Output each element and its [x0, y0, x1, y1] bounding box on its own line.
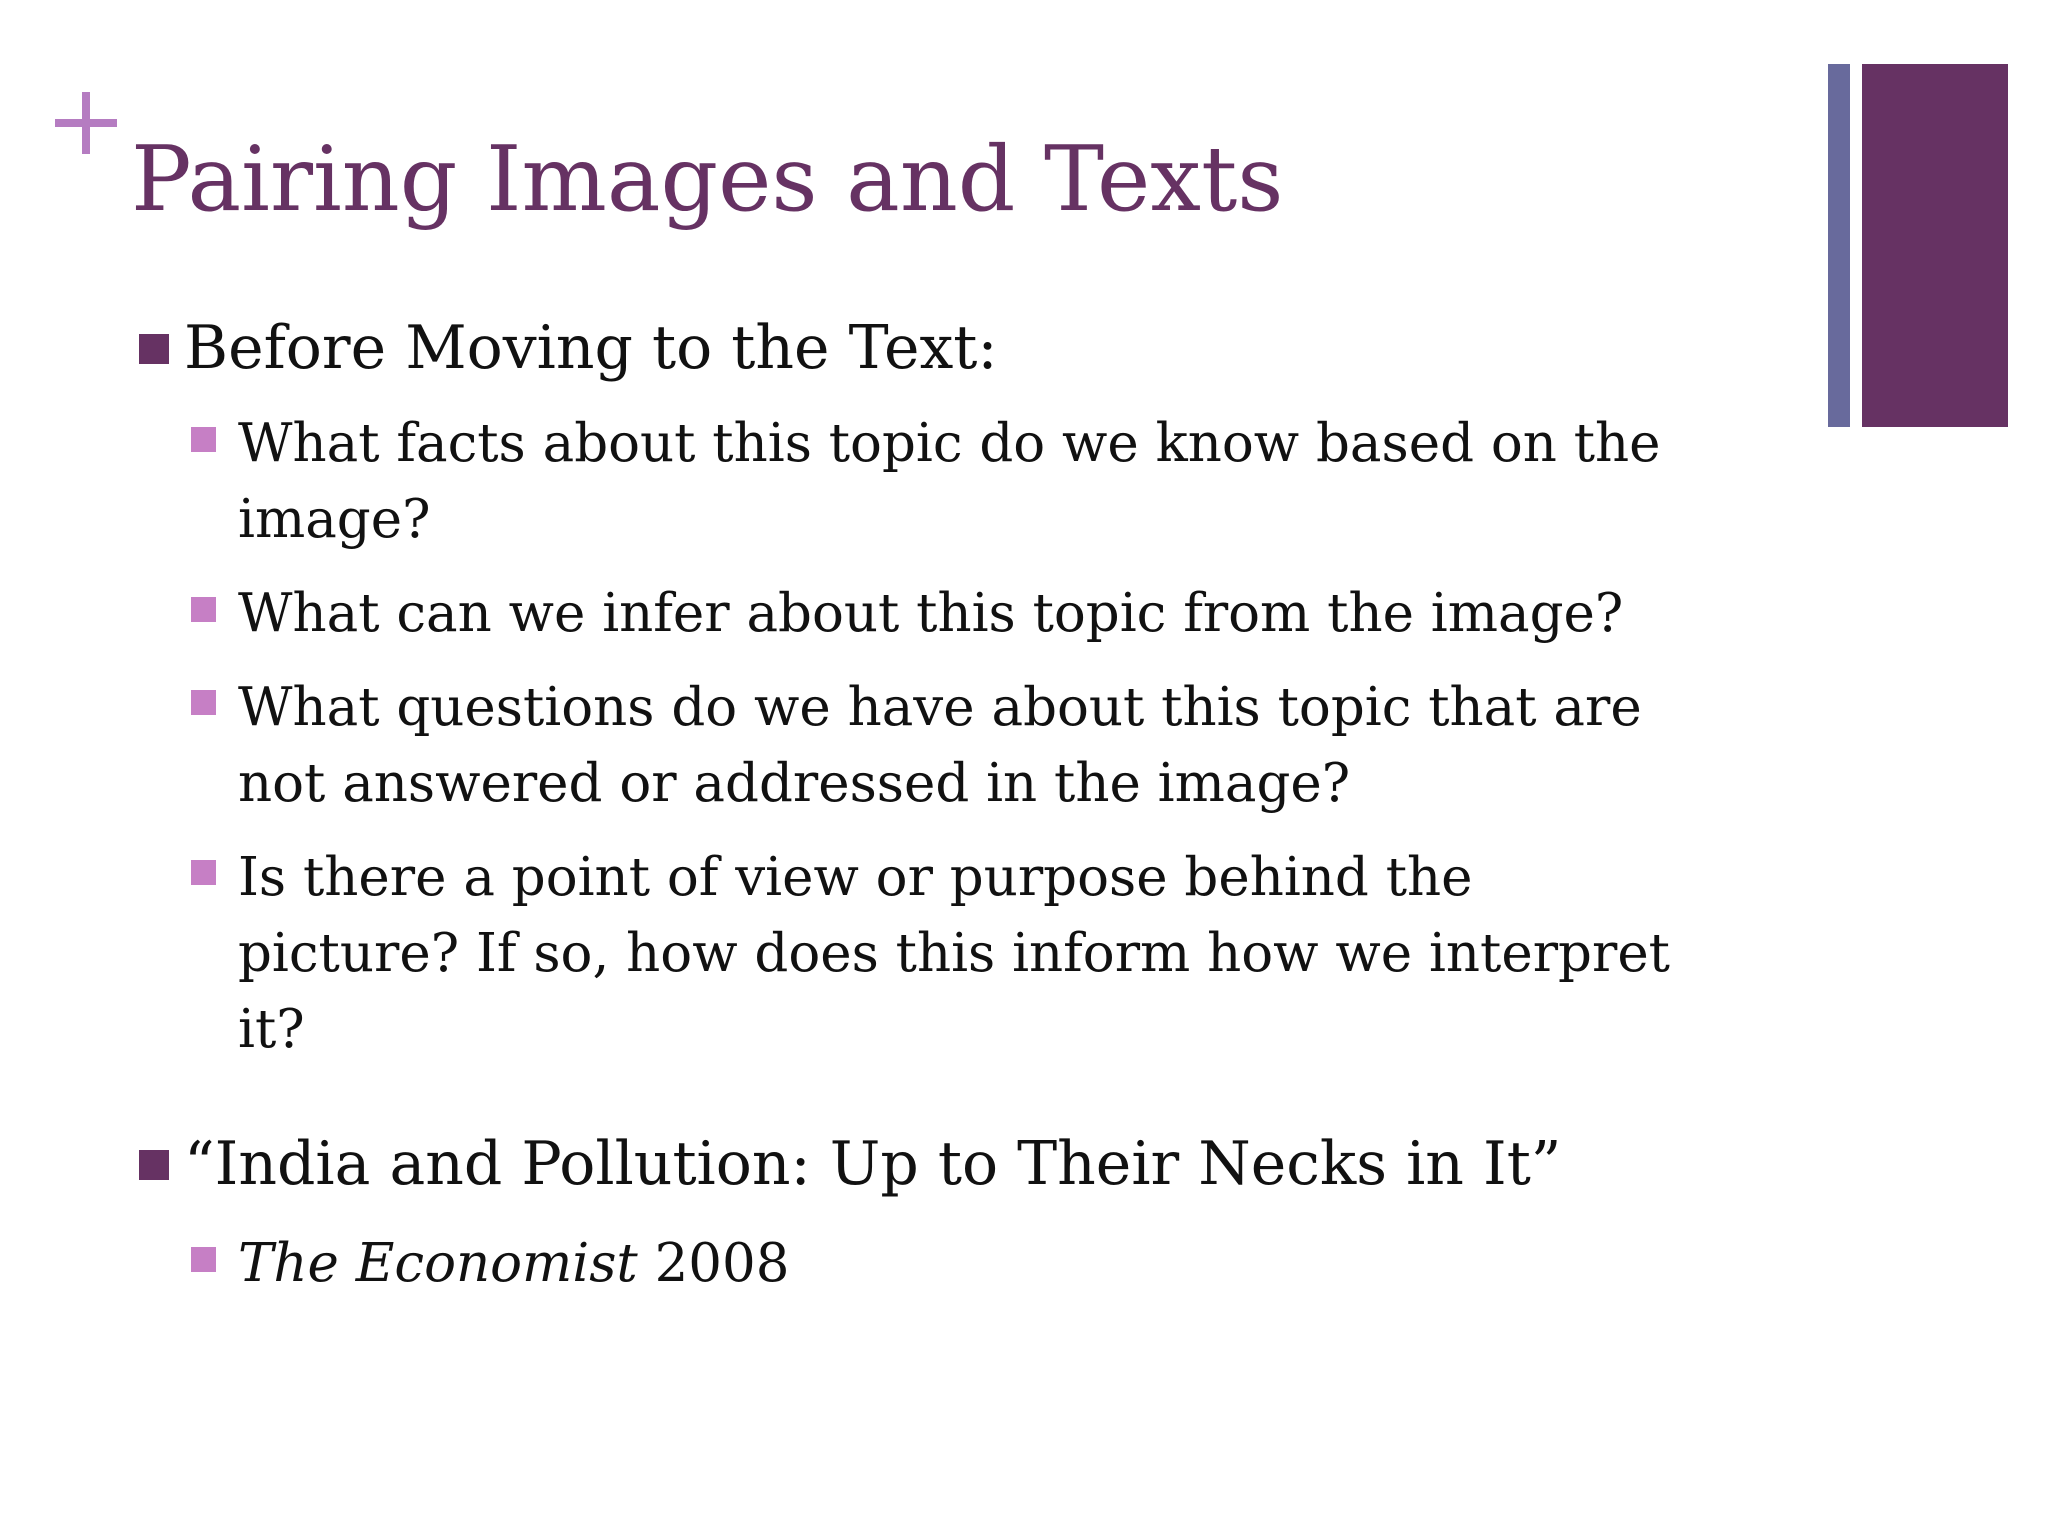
subbullet-line: Is there a point of view or purpose behind the	[238, 847, 1473, 908]
bullet-heading-before: Before Moving to the Text:	[184, 313, 998, 383]
subbullet-source	[238, 1226, 789, 1302]
subbullet-line: picture? If so, how does this inform how we interpret	[238, 923, 1670, 984]
publication-year: 2008	[637, 1233, 790, 1294]
bullet-marker-level1	[139, 1150, 169, 1180]
decorative-bar-thin	[1828, 64, 1850, 427]
subbullet-line: What can we infer about this topic from the image?	[238, 583, 1624, 644]
bullet-heading-article: “India and Pollution: Up to Their Necks in It”	[184, 1129, 1562, 1199]
bullet-marker-level2	[191, 597, 216, 622]
bullet-marker-level2	[191, 1247, 216, 1272]
subbullet-line: not answered or addressed in the image?	[238, 753, 1351, 814]
subbullet-line: image?	[238, 489, 431, 550]
bullet-marker-level1	[139, 334, 169, 364]
decorative-bar-wide	[1862, 64, 2008, 427]
slide-title: Pairing Images and Texts	[131, 127, 1284, 232]
bullet-marker-level2	[191, 690, 216, 715]
subbullet-line: What facts about this topic do we know based on the	[238, 413, 1661, 474]
subbullet-line: it?	[238, 999, 305, 1060]
bullet-marker-level2	[191, 427, 216, 452]
plus-icon	[55, 92, 117, 154]
publication-name: The Economist	[238, 1233, 638, 1294]
subbullet-line: What questions do we have about this topic that are	[238, 677, 1642, 738]
bullet-marker-level2	[191, 860, 216, 885]
